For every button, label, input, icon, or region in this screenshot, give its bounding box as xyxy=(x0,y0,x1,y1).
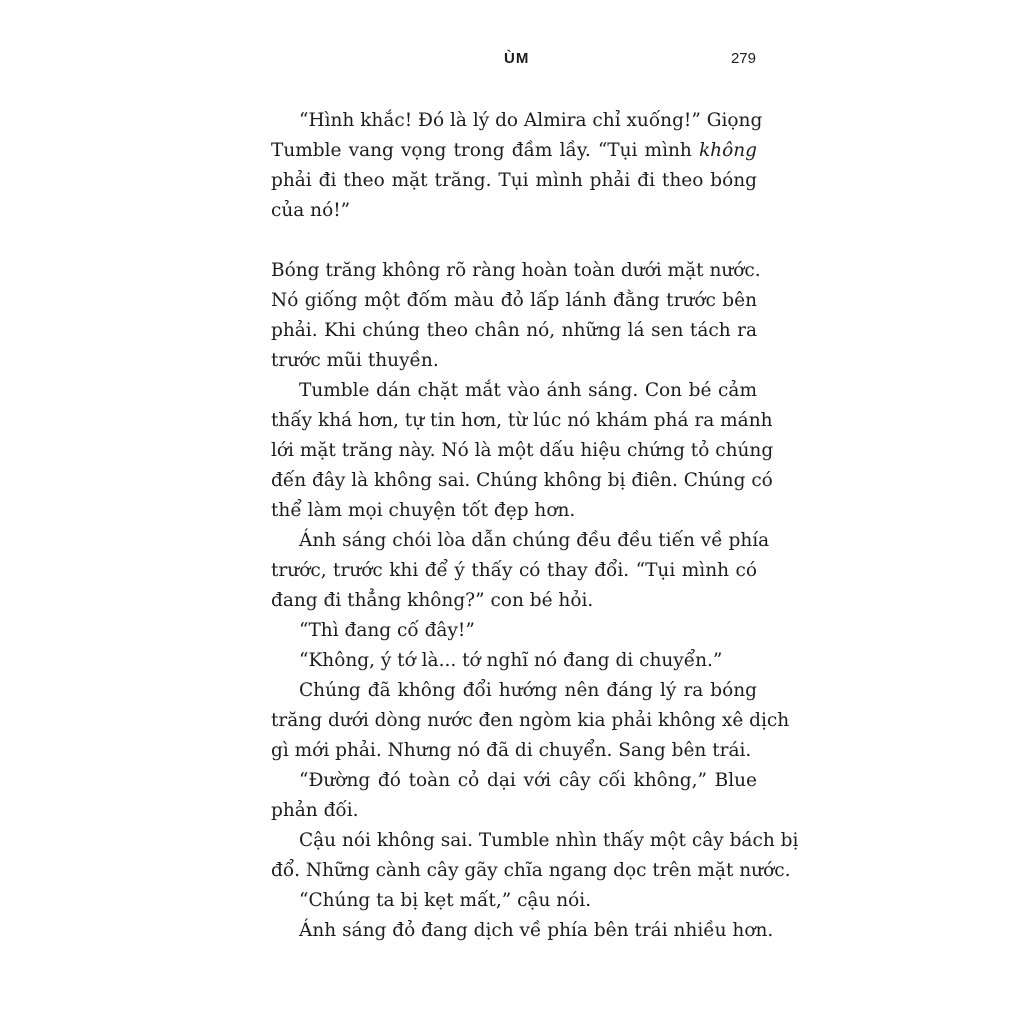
text-line: “Đường đó toàn cỏ dại với cây cối không,” Blue xyxy=(299,770,757,791)
text-line: đang đi thẳng không?” con bé hỏi. xyxy=(271,590,594,611)
text-line: Cậu nói không sai. Tumble nhìn thấy một cây bách bị xyxy=(299,830,799,851)
text-line: phải đi theo mặt trăng. Tụi mình phải đi theo bóng xyxy=(271,170,757,191)
text-line: “Không, ý tớ là... tớ nghĩ nó đang di chuyển.” xyxy=(299,650,723,671)
text-line: Tumble dán chặt mắt vào ánh sáng. Con bé cảm xyxy=(299,380,757,401)
text-line: đổ. Những cành cây gãy chĩa ngang dọc trên mặt nước. xyxy=(271,860,791,881)
text-line: gì mới phải. Nhưng nó đã di chuyển. Sang bên trái. xyxy=(271,740,752,761)
emphasis-word: không xyxy=(698,140,757,161)
text-line: “Hình khắc! Đó là lý do Almira chỉ xuống!” Giọng xyxy=(299,110,763,131)
text-line: của nó!” xyxy=(271,200,351,221)
text-line: trước mũi thuyền. xyxy=(271,350,439,371)
chapter-title: ÙM xyxy=(504,50,530,67)
text-line: trước, trước khi để ý thấy có thay đổi. “Tụi mình có xyxy=(271,560,757,581)
text-line: Nó giống một đốm màu đỏ lấp lánh đằng trước bên xyxy=(271,290,757,311)
text-line: Bóng trăng không rõ ràng hoàn toàn dưới mặt nước. xyxy=(271,260,761,281)
text-line: Tumble vang vọng trong đầm lầy. “Tụi mình không xyxy=(271,140,757,161)
text-line: phản đối. xyxy=(271,800,359,821)
page-number: 279 xyxy=(730,50,756,67)
text-line: phải. Khi chúng theo chân nó, những lá sen tách ra xyxy=(271,320,757,341)
text-line: Ánh sáng đỏ đang dịch về phía bên trái nhiều hơn. xyxy=(299,920,774,941)
text-line: Chúng đã không đổi hướng nên đáng lý ra bóng xyxy=(299,680,757,701)
text-line: trăng dưới dòng nước đen ngòm kia phải không xê dịch xyxy=(271,710,790,731)
text-line: “Thì đang cố đây!” xyxy=(299,620,475,641)
text-line: lới mặt trăng này. Nó là một dấu hiệu chứng tỏ chúng xyxy=(271,440,774,461)
text-line: thể làm mọi chuyện tốt đẹp hơn. xyxy=(271,500,576,521)
text-line: đến đây là không sai. Chúng không bị điên. Chúng có xyxy=(271,470,773,491)
text-line: “Chúng ta bị kẹt mất,” cậu nói. xyxy=(299,890,592,911)
text-line: thấy khá hơn, tự tin hơn, từ lúc nó khám phá ra mánh xyxy=(271,410,773,431)
text-line: Ánh sáng chói lòa dẫn chúng đều đều tiến về phía xyxy=(299,530,770,551)
